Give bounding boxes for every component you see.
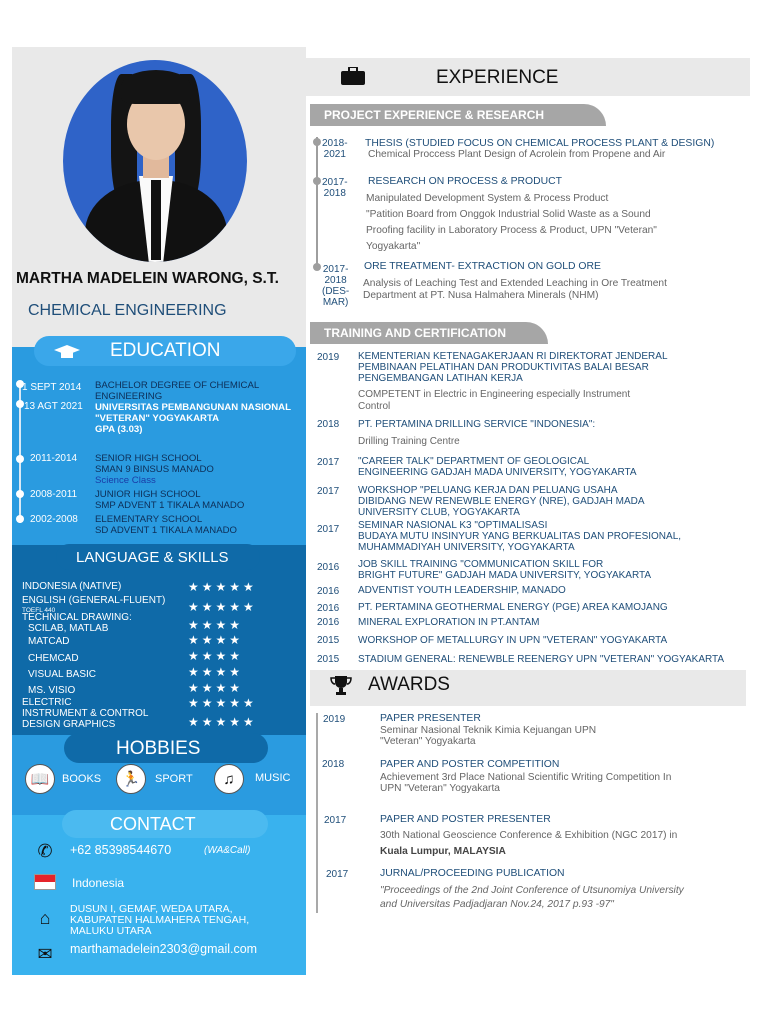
skill-label: CHEMCAD <box>28 653 79 664</box>
phone-number[interactable]: +62 85398544670 <box>70 843 172 857</box>
project-year: 2018- 2021 <box>322 138 348 160</box>
project-title: THESIS (STUDIED FOCUS ON CHEMICAL PROCESS PLANT & DESIGN) <box>365 138 715 149</box>
training-title: PT. PERTAMINA DRILLING SERVICE "INDONESIA": <box>358 419 596 430</box>
timeline-dot <box>16 515 24 523</box>
training-title: PT. PERTAMINA GEOTHERMAL ENERGY (PGE) AREA KAMOJANG <box>358 602 668 613</box>
training-year: 2016 <box>317 586 340 597</box>
skill-rating: ★★★★ <box>188 618 244 632</box>
running-icon: 🏃 <box>116 764 146 794</box>
training-year: 2016 <box>317 617 340 628</box>
training-title: JOB SKILL TRAINING "COMMUNICATION SKILL FOR BRIGHT FUTURE" GADJAH MADA UNIVERSITY, YOGYAKARTA <box>358 559 652 581</box>
award-title: PAPER AND POSTER PRESENTER <box>380 814 551 825</box>
phone-note: (WA&Call) <box>204 845 251 856</box>
training-title: SEMINAR NASIONAL K3 "OPTIMALISASI BUDAYA MUTU INSINYUR YANG BERKUALITAS DAN PROFESIONAL, MUHAMMADIYAH UNIVERSITY, YOGYAKARTA <box>358 520 682 553</box>
award-desc: Kuala Lumpur, MALAYSIA <box>380 846 506 857</box>
skill-rating: ★★★★ <box>188 681 244 695</box>
award-desc: 30th National Geoscience Conference & Exhibition (NGC 2017) in <box>380 830 678 841</box>
education-level: JUNIOR HIGH SCHOOL <box>95 489 201 500</box>
experience-title: EXPERIENCE <box>436 67 559 88</box>
trophy-icon <box>330 676 352 696</box>
education-date: 2008-2011 <box>30 489 78 500</box>
project-section-bar: PROJECT EXPERIENCE & RESEARCH <box>310 104 606 126</box>
project-title: RESEARCH ON PROCESS & PRODUCT <box>368 176 562 187</box>
skill-rating: ★★★★★ <box>188 696 257 710</box>
address-line: KABUPATEN HALMAHERA TENGAH, <box>70 914 250 926</box>
skill-sublabel: TOEFL 440 <box>22 607 56 614</box>
skill-rating: ★★★★★ <box>188 715 257 729</box>
timeline-dot <box>313 263 321 271</box>
school-name: SD ADVENT 1 TIKALA MANADO <box>95 525 237 536</box>
training-title: "CAREER TALK" DEPARTMENT OF GEOLOGICAL ENGINEERING GADJAH MADA UNIVERSITY, YOGYAKARTA <box>358 456 637 478</box>
education-entry-elementary <box>95 514 237 536</box>
education-entry-bachelor <box>95 380 295 435</box>
project-title: ORE TREATMENT- EXTRACTION ON GOLD ORE <box>364 261 601 272</box>
timeline-dot <box>313 177 321 185</box>
training-year: 2017 <box>317 457 340 468</box>
timeline-dot <box>16 490 24 498</box>
indonesia-flag-icon <box>34 874 56 890</box>
profession-title: CHEMICAL ENGINEERING <box>28 302 227 319</box>
skill-label: MATCAD <box>28 636 70 647</box>
training-year: 2018 <box>317 419 340 430</box>
training-year: 2016 <box>317 562 340 573</box>
skills-title: LANGUAGE & SKILLS <box>76 549 229 566</box>
training-year: 2017 <box>317 524 340 535</box>
skill-label: TECHNICAL DRAWING: <box>22 612 132 623</box>
email-address[interactable]: marthamadelein2303@gmail.com <box>70 942 258 956</box>
skill-label: ENGLISH (GENERAL-FLUENT) <box>22 595 166 606</box>
training-section-bar: TRAINING AND CERTIFICATION <box>310 322 548 344</box>
skill-label: SCILAB, MATLAB <box>28 623 109 634</box>
skill-rating: ★★★★★ <box>188 580 257 594</box>
mail-icon: ✉ <box>37 943 53 964</box>
timeline-dot <box>16 400 24 408</box>
hobbies-title: HOBBIES <box>116 738 201 759</box>
skill-rating: ★★★★★ <box>188 600 257 614</box>
skill-rating: ★★★★ <box>188 633 244 647</box>
education-date: 2011-2014 <box>30 453 78 464</box>
training-desc: Drilling Training Centre <box>358 436 460 447</box>
award-year: 2017 <box>324 815 347 826</box>
education-title: EDUCATION <box>110 340 221 361</box>
training-year: 2015 <box>317 654 340 665</box>
hobby-label: SPORT <box>155 773 193 785</box>
skill-label: VISUAL BASIC <box>28 669 96 680</box>
education-date: 2002-2008 <box>30 514 78 525</box>
school-note: Science Class <box>95 475 156 486</box>
training-title: ADVENTIST YOUTH LEADERSHIP, MANADO <box>358 585 566 596</box>
timeline-dot <box>16 455 24 463</box>
award-year: 2019 <box>323 714 346 725</box>
award-title: JURNAL/PROCEEDING PUBLICATION <box>380 868 565 879</box>
award-desc: Achievement 3rd Place National Scientific Writing Competition In UPN "Veteran" Yogyakarta <box>380 772 672 794</box>
award-title: PAPER PRESENTER <box>380 713 481 724</box>
training-title: STADIUM GENERAL: RENEWBLE REENERGY UPN "VETERAN" YOGYAKARTA <box>358 654 725 665</box>
training-year: 2017 <box>317 486 340 497</box>
music-note-icon: ♫ <box>214 764 244 794</box>
skill-label: DESIGN GRAPHICS <box>22 719 116 730</box>
award-desc: "Proceedings of the 2nd Joint Conference of Utsunomiya University and Universitas Padjadjaran Nov.24, 2017 p.93 -97" <box>380 885 684 910</box>
country-name: Indonesia <box>72 876 125 890</box>
gpa-value: GPA (3.03) <box>95 424 143 435</box>
project-timeline <box>316 137 318 267</box>
training-title: WORKSHOP "PELUANG KERJA DAN PELUANG USAHA DIBIDANG NEW RENEWBLE ENERGY (NRE), GADJAH MADA UNIVERSITY CLUB, YOGYAKARTA <box>358 485 645 518</box>
skill-rating: ★★★★ <box>188 665 244 679</box>
award-year: 2017 <box>326 869 349 880</box>
education-level: SENIOR HIGH SCHOOL <box>95 453 202 464</box>
training-title: WORKSHOP OF METALLURGY IN UPN "VETERAN" YOGYAKARTA <box>358 635 668 646</box>
training-title: MINERAL EXPLORATION IN PT.ANTAM <box>358 617 540 628</box>
skill-label: INDONESIA (NATIVE) <box>22 581 122 592</box>
books-icon: 📖 <box>25 764 55 794</box>
school-name: SMAN 9 BINSUS MANADO <box>95 464 214 475</box>
education-level: ELEMENTARY SCHOOL <box>95 514 203 525</box>
project-year: 2017- 2018 (DES- MAR) <box>322 264 350 308</box>
training-year: 2015 <box>317 635 340 646</box>
address-line: MALUKU UTARA <box>70 925 152 937</box>
award-year: 2018 <box>322 759 345 770</box>
skill-label: MS. VISIO <box>28 685 76 696</box>
school-name: SMP ADVENT 1 TIKALA MANADO <box>95 500 245 511</box>
project-desc: Manipulated Development System & Process Product "Patition Board from Onggok Industrial Solid Waste as a Sound Proofing facility in Laboratory Process & Product, UPN "Veteran" Yogyakarta" <box>366 193 657 252</box>
project-desc: Chemical Proccess Plant Design of Acrolein from Propene and Air <box>368 149 666 160</box>
award-title: PAPER AND POSTER COMPETITION <box>380 759 560 770</box>
degree-name: BACHELOR DEGREE OF CHEMICAL ENGINEERING <box>95 380 259 402</box>
skill-label: INSTRUMENT & CONTROL <box>22 708 149 719</box>
training-title: KEMENTERIAN KETENAGAKERJAAN RI DIREKTORAT JENDERAL PEMBINAAN PELATIHAN DAN PRODUKTIVITAS BALAI BESAR PENGEMBANGAN LATIHAN KERJA <box>358 351 668 384</box>
awards-title: AWARDS <box>368 674 450 695</box>
project-year: 2017- 2018 <box>322 177 348 199</box>
award-desc: Seminar Nasional Teknik Kimia Kejuangan UPN "Veteran" Yogyakarta <box>380 725 597 747</box>
phone-icon: ✆ <box>37 840 53 861</box>
briefcase-icon <box>341 67 365 85</box>
training-year: 2019 <box>317 352 340 363</box>
project-desc: Analysis of Leaching Test and Extended Leaching in Ore Treatment Department at PT. Nusa Halmahera Minerals (NHM) <box>363 278 667 301</box>
training-year: 2016 <box>317 603 340 614</box>
training-desc: COMPETENT in Electric in Engineering especially Instrument Control <box>358 389 631 412</box>
education-date: 1 SEPT 2014 <box>22 382 82 393</box>
hobby-label: MUSIC <box>255 772 291 784</box>
graduation-cap-icon <box>54 345 80 359</box>
hobby-label: BOOKS <box>62 773 102 785</box>
contact-title: CONTACT <box>110 814 196 834</box>
address-line: DUSUN I, GEMAF, WEDA UTARA, <box>70 903 233 915</box>
home-icon: ⌂ <box>39 907 51 928</box>
education-date: 13 AGT 2021 <box>24 401 83 412</box>
timeline-dot <box>313 138 321 146</box>
skill-label: ELECTRIC <box>22 697 72 708</box>
candidate-name: MARTHA MADELEIN WARONG, S.T. <box>16 270 279 287</box>
awards-timeline <box>316 713 318 913</box>
education-entry-junior-high <box>95 489 244 511</box>
profile-photo <box>63 60 247 262</box>
education-entry-senior-high <box>95 453 214 486</box>
skill-rating: ★★★★ <box>188 649 244 663</box>
university-name: UNIVERSITAS PEMBANGUNAN NASIONAL "VETERAN" YOGYAKARTA <box>95 402 291 424</box>
